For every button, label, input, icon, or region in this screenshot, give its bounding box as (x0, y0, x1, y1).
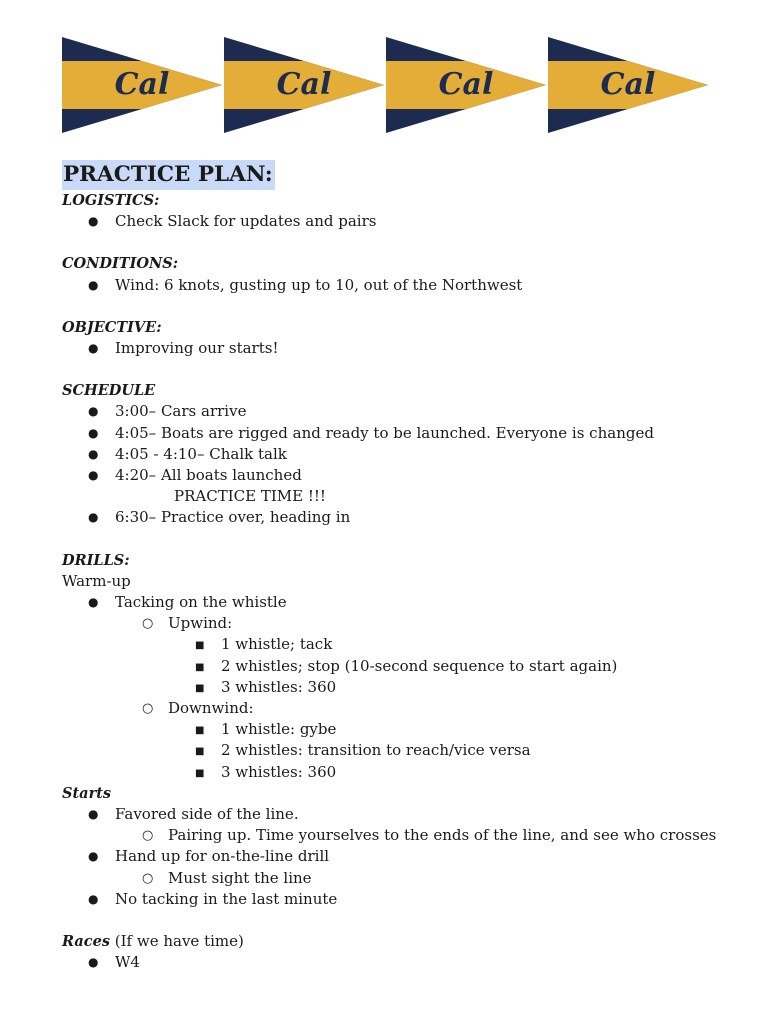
practice-time-line: PRACTICE TIME !!! (174, 487, 326, 506)
list-item: ● 3:00– Cars arrive (62, 401, 742, 422)
drills-list (62, 592, 742, 783)
conditions-heading: CONDITIONS: (62, 255, 179, 273)
pennant-logo-text: Cal (276, 67, 332, 102)
cal-pennant-logo (62, 37, 222, 133)
bullet-disc-icon: ● (88, 807, 99, 822)
list-item: ■ 2 whistles: transition to reach/vice versa (62, 740, 742, 761)
bullet-disc-icon: ● (88, 955, 99, 970)
races-note: (If we have time) (110, 932, 244, 951)
bullet-square-icon: ■ (195, 682, 205, 694)
bullet-square-icon: ■ (195, 746, 205, 758)
cal-pennant-logo (548, 37, 708, 133)
bullet-disc-icon: ● (88, 214, 99, 229)
bullet-square-icon: ■ (195, 725, 205, 737)
cal-pennant-logo (224, 37, 384, 133)
bullet-square-icon: ■ (195, 767, 205, 779)
list-item: ■ 3 whistles: 360 (62, 677, 742, 698)
objective-heading: OBJECTIVE: (62, 318, 162, 336)
bullet-disc-icon: ● (88, 468, 99, 483)
races-heading: Races (62, 933, 110, 951)
bullet-square-icon: ■ (195, 661, 205, 673)
cal-pennant-logo (386, 37, 546, 133)
bullet-square-icon: ■ (195, 640, 205, 652)
list-item: ● Wind: 6 knots, gusting up to 10, out of the Northwest (62, 275, 742, 296)
pennant-logo-text: Cal (600, 67, 656, 102)
list-item: ■ 1 whistle: gybe (62, 719, 742, 740)
list-item: ● Tacking on the whistle (62, 592, 742, 613)
races-list (62, 952, 742, 973)
bullet-disc-icon: ● (88, 277, 99, 292)
list-item: ● 4:20– All boats launched (62, 465, 742, 486)
bullet-disc-icon: ● (88, 341, 99, 356)
list-item: ■ 1 whistle; tack (62, 634, 742, 655)
bullet-circle-icon: ○ (142, 616, 154, 632)
logistics-heading: LOGISTICS: (62, 192, 160, 209)
list-item: ● 4:05– Boats are rigged and ready to be launched. Everyone is changed (62, 423, 742, 444)
list-item: ● Improving our starts! (62, 338, 742, 359)
pennant-banner (62, 37, 712, 137)
bullet-disc-icon: ● (88, 849, 99, 864)
list-item: ○ Downwind: (62, 698, 742, 719)
schedule-list (62, 401, 742, 486)
bullet-circle-icon: ○ (142, 870, 154, 886)
objective-list (62, 338, 742, 359)
list-item: ● No tacking in the last minute (62, 889, 742, 910)
starts-list (62, 804, 742, 910)
list-item: ● Hand up for on-the-line drill (62, 846, 742, 867)
list-item: ● Check Slack for updates and pairs (62, 211, 742, 232)
bullet-disc-icon: ● (88, 595, 99, 610)
list-item: ● Favored side of the line. (62, 804, 742, 825)
starts-heading: Starts (62, 784, 112, 802)
document-body (62, 160, 742, 974)
list-item: ○ Upwind: (62, 613, 742, 634)
races-heading-line (62, 931, 742, 952)
list-item: ○ Pairing up. Time yourselves to the ends of the line, and see who crosses (62, 825, 742, 846)
bullet-circle-icon: ○ (142, 701, 154, 717)
list-item: ■ 3 whistles: 360 (62, 762, 742, 783)
pennant-logo-text: Cal (114, 67, 170, 102)
drills-heading: DRILLS: (62, 551, 130, 569)
list-item: ● 4:05 - 4:10– Chalk talk (62, 444, 742, 465)
list-item: ○ Must sight the line (62, 868, 742, 889)
list-item: ■ 2 whistles; stop (10-second sequence to start again) (62, 656, 742, 677)
bullet-disc-icon: ● (88, 446, 99, 461)
schedule-heading: SCHEDULE (62, 382, 156, 400)
list-item: ● 6:30– Practice over, heading in (62, 507, 742, 528)
page-title: PRACTICE PLAN: (62, 160, 275, 190)
bullet-disc-icon: ● (88, 891, 99, 906)
bullet-circle-icon: ○ (142, 828, 154, 844)
bullet-disc-icon: ● (88, 425, 99, 440)
bullet-disc-icon: ● (88, 404, 99, 419)
conditions-list (62, 275, 742, 296)
list-item: ● W4 (62, 952, 742, 973)
bullet-disc-icon: ● (88, 510, 99, 525)
pennant-logo-text: Cal (438, 67, 494, 102)
warmup-label: Warm-up (62, 571, 131, 590)
logistics-list (62, 211, 742, 232)
